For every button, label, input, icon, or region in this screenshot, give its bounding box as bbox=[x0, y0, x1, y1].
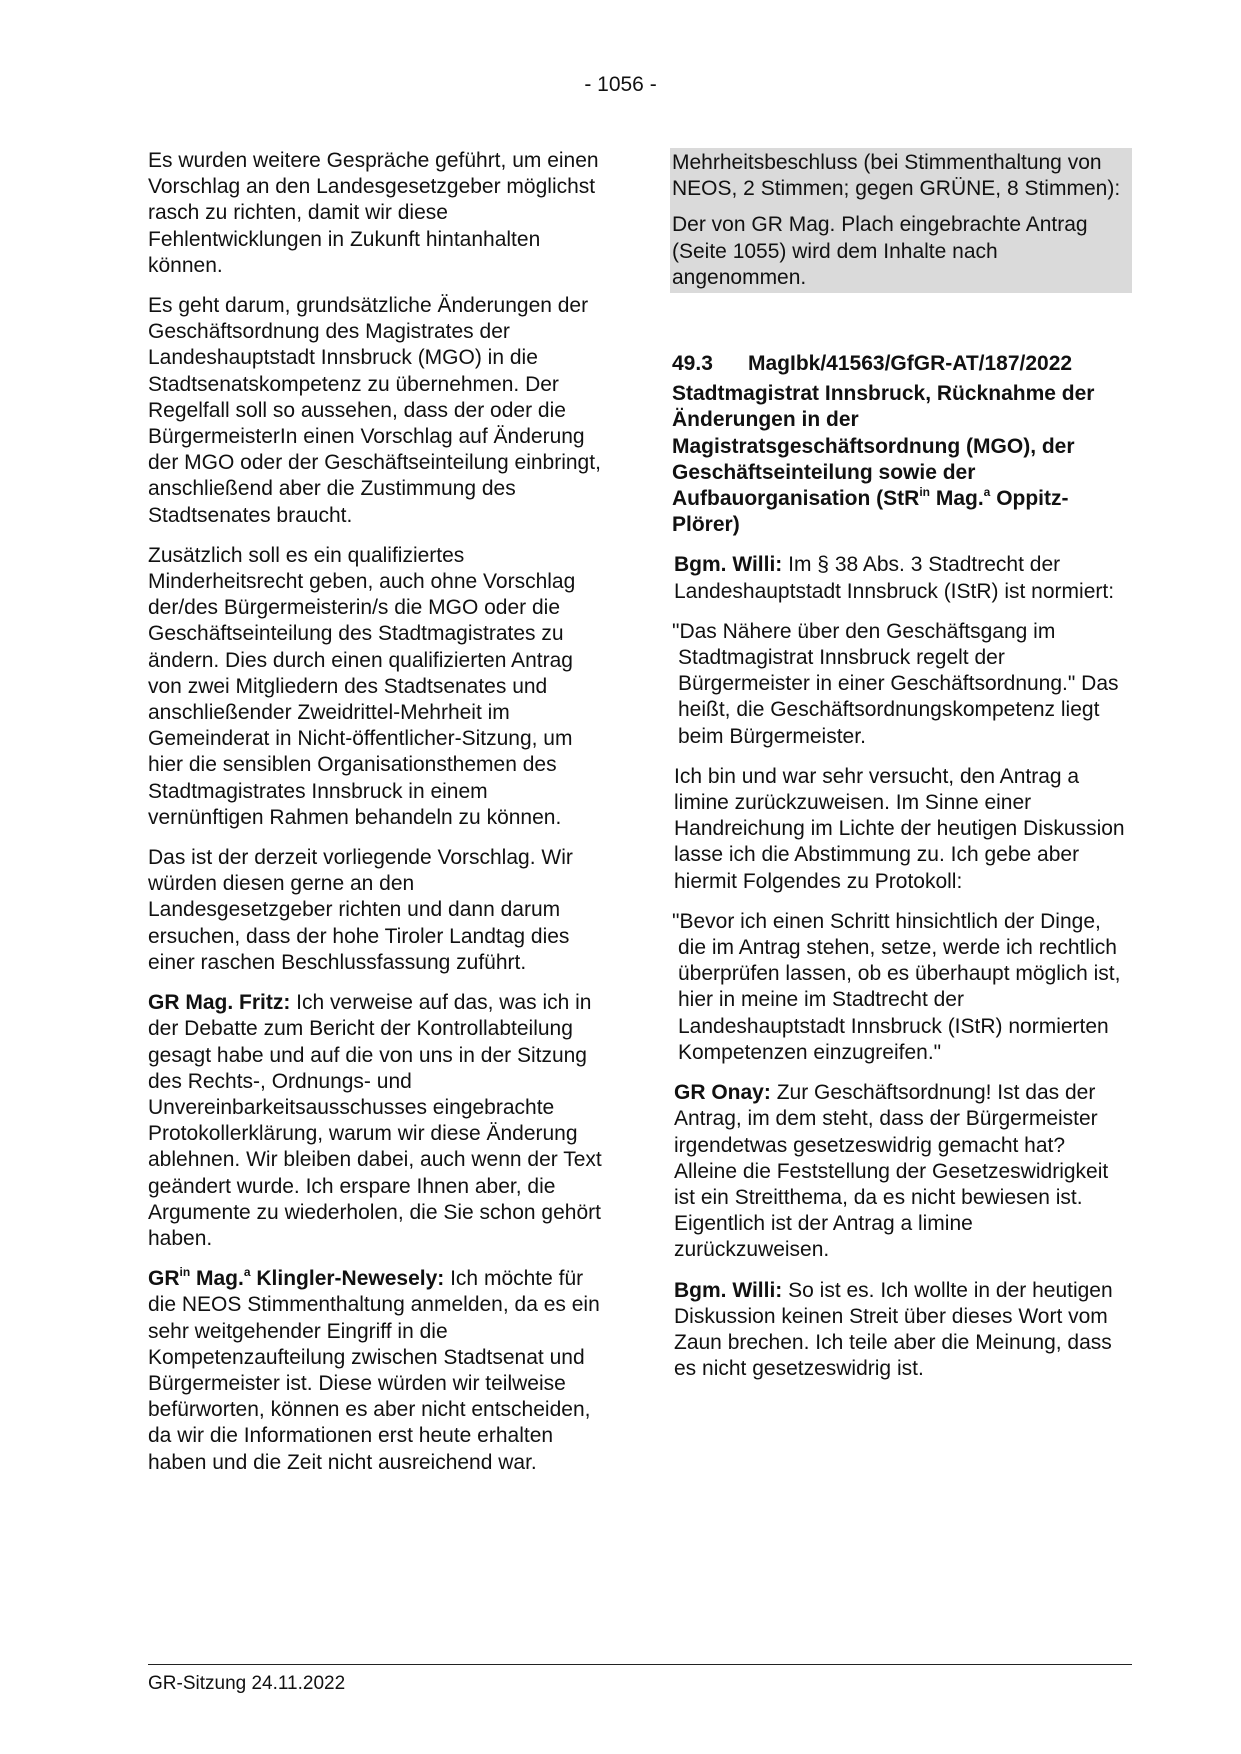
footer-divider bbox=[148, 1664, 1132, 1665]
paragraph: Ich bin und war sehr versucht, den Antrag a limine zurückzuweisen. Im Sinne einer Handreichung im Lichte der heutigen Diskussion lasse ich die Abstimmung zu. Ich gebe aber hiermit Folgendes zu Protokoll: bbox=[674, 764, 1125, 893]
paragraph: Zusätzlich soll es ein qualifiziertes Minderheitsrecht geben, auch ohne Vorschlag der/des Bürgermeisterin/s die MGO oder die Geschäftseinteilung des Stadtmagistrates zu ändern. Dies durch einen qualifizierten Antrag von zwei Mitgliedern des Stadtsenates und anschließender Zweidrittel-Mehrheit im Gemeinderat in Nicht-öffentlicher-Sitzung, um hier die sensiblen Organisationsthemen des Stadtmagistrates Innsbruck in einem vernünftigen Rahmen behandeln zu können. bbox=[148, 543, 576, 829]
speech-text: Ich verweise auf das, was ich in der Debatte zum Bericht der Kontrollabteilung gesagt habe und auf die von uns in der Sitzung des Rechts-, Ordnungs- und Unvereinbarkeitsausschusses eingebrachte Protokollerklärung, warum wir diese Änderung ablehnen. Wir bleiben dabei, auch wenn der Text geändert wurde. Ich erspare Ihnen aber, die Argumente zu wiederholen, die Sie schon gehört haben. bbox=[148, 991, 602, 1250]
speaker-name: Bgm. Willi: bbox=[674, 1278, 783, 1302]
speech-willi-1 bbox=[672, 552, 1132, 604]
speech-text: Zur Geschäftsordnung! Ist das der Antrag, im dem steht, dass der Bürgermeister irgendetwas gesetzeswidrig gemacht hat? Alleine die Feststellung der Gesetzeswidrigkeit ist ein Streitthema, da es nicht bewiesen ist. Eigentlich ist der Antrag a limine zurückzuweisen. bbox=[674, 1081, 1109, 1262]
speech-fritz bbox=[148, 990, 602, 1252]
agenda-item-reference: MagIbk/41563/GfGR-AT/187/2022 bbox=[748, 352, 1073, 376]
speaker-name: $GR^{in}$ Mag.$^a$ Klingler-Newesely: bbox=[148, 1265, 445, 1291]
agenda-item-title: Stadtmagistrat Innsbruck, Rücknahme der Änderungen in der Magistratsgeschäftsordnung (MGO), der Geschäftseinteilung sowie der Aufbauorganisation (StR$^{in}$ Mag.$^a$ Oppitz-Plörer) bbox=[672, 382, 1095, 537]
speaker-name: GR Onay: bbox=[674, 1081, 771, 1105]
speech-text: Ich möchte für die NEOS Stimmenthaltung anmelden, da es ein sehr weitgehender Eingriff in die Kompetenzaufteilung zwischen Stadtsenat und Bürgermeister ist. Diese würden wir teilweise befürworten, können es aber nicht entscheiden, da wir die Informationen erst heute erhalten haben und die Zeit nicht ausreichend war. bbox=[148, 1267, 600, 1474]
paragraph: Das ist der derzeit vorliegende Vorschlag. Wir würden diesen gerne an den Landesgesetzgeber richten und dann darum ersuchen, dass der hohe Tiroler Landtag dies einer raschen Beschlussfassung zuführt. bbox=[148, 846, 573, 974]
right-column bbox=[672, 148, 1132, 1396]
speech-onay bbox=[672, 1080, 1132, 1263]
speaker-name: GR Mag. Fritz: bbox=[148, 991, 291, 1015]
resolution-box bbox=[670, 148, 1132, 293]
paragraph: Es wurden weitere Gespräche geführt, um einen Vorschlag an den Landesgesetzgeber möglichst rasch zu richten, damit wir diese Fehlentwicklungen in Zukunft hintanhalten können. bbox=[148, 149, 599, 277]
speaker-name: Bgm. Willi: bbox=[674, 553, 783, 577]
resolution-decision: Der von GR Mag. Plach eingebrachte Antrag (Seite 1055) wird dem Inhalte nach angenommen. bbox=[672, 213, 1088, 289]
speech-willi-2 bbox=[672, 1278, 1132, 1383]
quote: "Bevor ich einen Schritt hinsichtlich der Dinge, die im Antrag stehen, setze, werde ich rechtlich überprüfen lassen, ob es überhaupt möglich ist, hier in meine im Stadtrecht der Landeshauptstadt Innsbruck (IStR) normierten Kompetenzen einzugreifen." bbox=[672, 909, 1121, 1064]
speech-klingler bbox=[148, 1266, 602, 1476]
speech-text: So ist es. Ich wollte in der heutigen Diskussion keinen Streit über dieses Wort vom Zaun brechen. Ich teile aber die Meinung, dass es nicht gesetzeswidrig ist. bbox=[674, 1278, 1113, 1381]
left-column bbox=[148, 148, 602, 1490]
agenda-item-number: 49.3 bbox=[672, 352, 713, 376]
resolution-vote: Mehrheitsbeschluss (bei Stimmenthaltung von NEOS, 2 Stimmen; gegen GRÜNE, 8 Stimmen): bbox=[672, 151, 1121, 201]
footer-session-date: GR-Sitzung 24.11.2022 bbox=[148, 1673, 346, 1694]
quote: "Das Nähere über den Geschäftsgang im Stadtmagistrat Innsbruck regelt der Bürgermeister in einer Geschäftsordnung." Das heißt, die Geschäftsordnungskompetenz liegt beim Bürgermeister. bbox=[672, 619, 1119, 748]
agenda-item-heading bbox=[672, 351, 1132, 377]
page-number: - 1056 - bbox=[584, 73, 657, 96]
speech-text: Im § 38 Abs. 3 Stadtrecht der Landeshauptstadt Innsbruck (IStR) ist normiert: bbox=[674, 553, 1115, 603]
paragraph: Es geht darum, grundsätzliche Änderungen der Geschäftsordnung des Magistrates der Landeshauptstadt Innsbruck (MGO) in die Stadtsenatskompetenz zu übernehmen. Der Regelfall soll so aussehen, dass der oder die BürgermeisterIn einen Vorschlag auf Änderung der MGO oder der Geschäftseinteilung einbringt, anschließend aber die Zustimmung des Stadtsenates braucht. bbox=[148, 294, 601, 527]
